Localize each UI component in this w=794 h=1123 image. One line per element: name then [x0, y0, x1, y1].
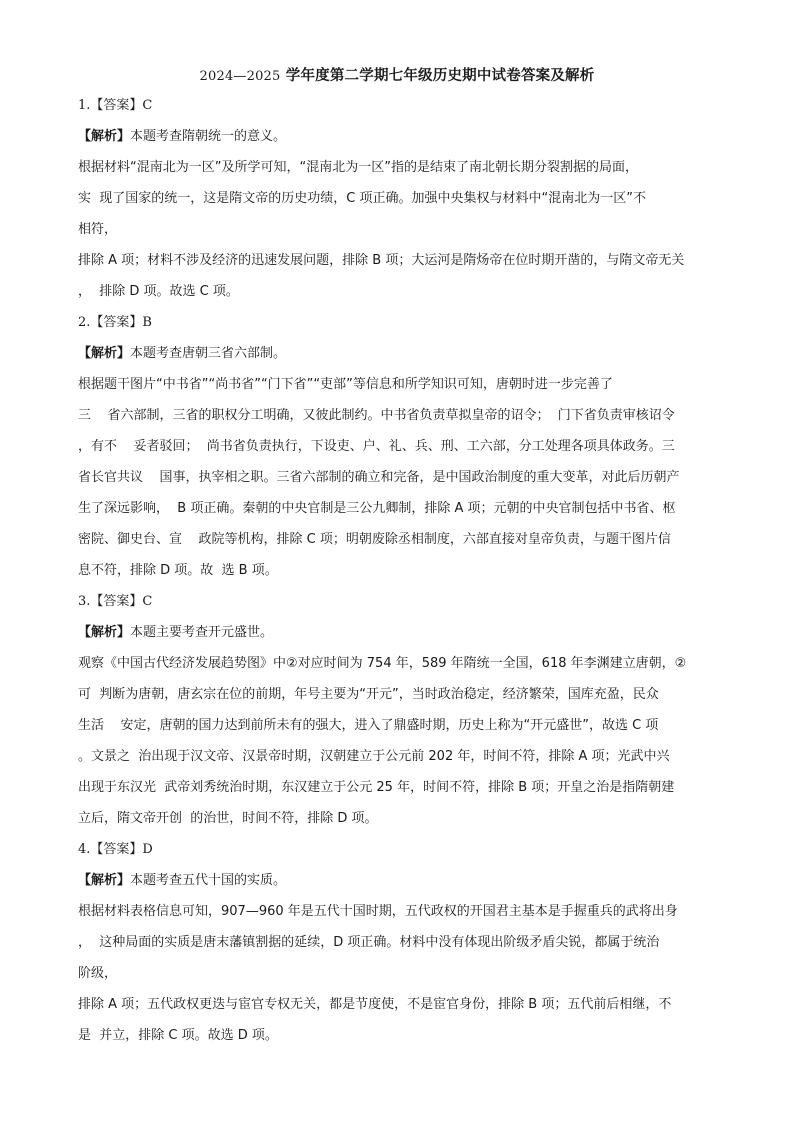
q1-answer: C — [142, 98, 153, 113]
q2-text-line: 省长官共议 国事，执宰相之职。三省六部制的确立和完备，是中国政治制度的重大变革，对此后历朝产 — [78, 470, 680, 485]
q2-analysis-line — [78, 345, 718, 363]
q1-text-line: 排除 A 项；材料不涉及经济的迅速发展问题，排除 B 项；大运河是隋炀帝在位时期开凿的，与隋文帝无关 — [78, 253, 685, 268]
q4-answer: D — [142, 842, 153, 857]
q2-answer-label: 2.【答案】 — [78, 315, 143, 330]
q3-text-line: 观察《中国古代经济发展趋势图》中②对应时间为 754 年，589 年隋统一全国，618 年李渊建立唐朝，② — [78, 656, 687, 671]
q2-text-line: ，有不 妥者驳回； 尚书省负责执行，下设吏、户、礼、兵、刑、工六部，分工处理各项具体政务。三 — [78, 439, 675, 454]
q2-answer: B — [142, 315, 152, 330]
q2-text-line: 根据题干图片“中书省”“尚书省”“门下省”“吏部”等信息和所学知识可知，唐朝时进一步完善了 — [78, 377, 613, 392]
q3-analysis-intro: 本题主要考查开元盛世。 — [130, 625, 274, 640]
q3-analysis-line — [78, 624, 718, 642]
q4-text-line: 是 并立，排除 C 项。故选 D 项。 — [78, 1028, 278, 1043]
q3-answer-line — [78, 593, 718, 611]
q2-answer-line — [78, 314, 718, 332]
q4-analysis-line — [78, 872, 718, 890]
q2-analysis-intro: 本题考查唐朝三省六部制。 — [130, 346, 287, 361]
q1-answer-line — [78, 97, 718, 115]
q1-text-line: 相符， — [78, 222, 118, 237]
q4-text-line: 排除 A 项；五代政权更迭与宦官专权无关，都是节度使，不是宦官身份，排除 B 项；五代前后相继，不 — [78, 997, 672, 1012]
q1-analysis-label: 【解析】 — [78, 129, 131, 144]
q3-text-line: 立后，隋文帝开创 的治世，时间不符，排除 D 项。 — [78, 811, 378, 826]
q4-analysis-label: 【解析】 — [78, 873, 131, 888]
q2-analysis-label: 【解析】 — [78, 346, 131, 361]
q4-answer-line — [78, 841, 718, 859]
title-year: 2024—2025 — [199, 69, 281, 84]
q2-text-line: 三 省六部制，三省的职权分工明确，又彼此制约。中书省负责草拟皇帝的诏令； 门下省负责审核诏令 — [78, 408, 675, 423]
title-text: 学年度第二学期七年级历史期中试卷答案及解析 — [280, 68, 595, 84]
q4-text-line: 阶级， — [78, 966, 118, 981]
q4-text-line: 根据材料表格信息可知，907—960 年是五代十国时期，五代政权的开国君主基本是手握重兵的武将出身 — [78, 904, 678, 919]
q4-text-line: ， 这种局面的实质是唐末藩镇割据的延续，D 项正确。材料中没有体现出阶级矛盾尖锐，都属于统治 — [78, 935, 660, 950]
q3-answer: C — [142, 594, 153, 609]
q2-text-line: 生了深远影响， B 项正确。秦朝的中央官制是三公九卿制，排除 A 项；元朝的中央官制包括中书省、枢 — [78, 501, 676, 516]
q1-text-line: 根据材料“混南北为一区”及所学可知，“混南北为一区”指的是结束了南北朝长期分裂割据的局面， — [78, 160, 638, 175]
q1-text-line: 实 现了国家的统一，这是隋文帝的历史功绩，C 项正确。加强中央集权与材料中“混南北为一区”不 — [78, 191, 646, 206]
q2-text-line: 息不符，排除 D 项。故 选 B 项。 — [78, 563, 278, 578]
q3-text-line: 生活 安定，唐朝的国力达到前所未有的强大，进入了鼎盛时期，历史上称为“开元盛世”，故选 C 项 — [78, 718, 659, 733]
q4-answer-label: 4.【答案】 — [78, 842, 143, 857]
q1-text-line: ， 排除 D 项。故选 C 项。 — [78, 284, 239, 299]
q3-text-line: 出现于东汉光 武帝刘秀统治时期，东汉建立于公元 25 年，时间不符，排除 B 项；开皇之治是指隋朝建 — [78, 780, 675, 795]
document-title — [0, 64, 794, 85]
q2-text-line: 密院、御史台、宣 政院等机构，排除 C 项；明朝废除丞相制度，六部直接对皇帝负责，与题干图片信 — [78, 532, 671, 547]
q3-text-line: 可 判断为唐朝，唐玄宗在位的前期，年号主要为“开元”，当时政治稳定，经济繁荣，国库充盈，民众 — [78, 687, 659, 702]
q3-answer-label: 3.【答案】 — [78, 594, 143, 609]
q3-text-line: 。文景之 治出现于汉文帝、汉景帝时期，汉朝建立于公元前 202 年，时间不符，排除 A 项；光武中兴 — [78, 749, 670, 764]
q1-answer-label: 1.【答案】 — [78, 98, 143, 113]
q3-analysis-label: 【解析】 — [78, 625, 131, 640]
q4-analysis-intro: 本题考查五代十国的实质。 — [130, 873, 287, 888]
q1-analysis-line — [78, 128, 718, 146]
q1-analysis-intro: 本题考查隋朝统一的意义。 — [130, 129, 287, 144]
